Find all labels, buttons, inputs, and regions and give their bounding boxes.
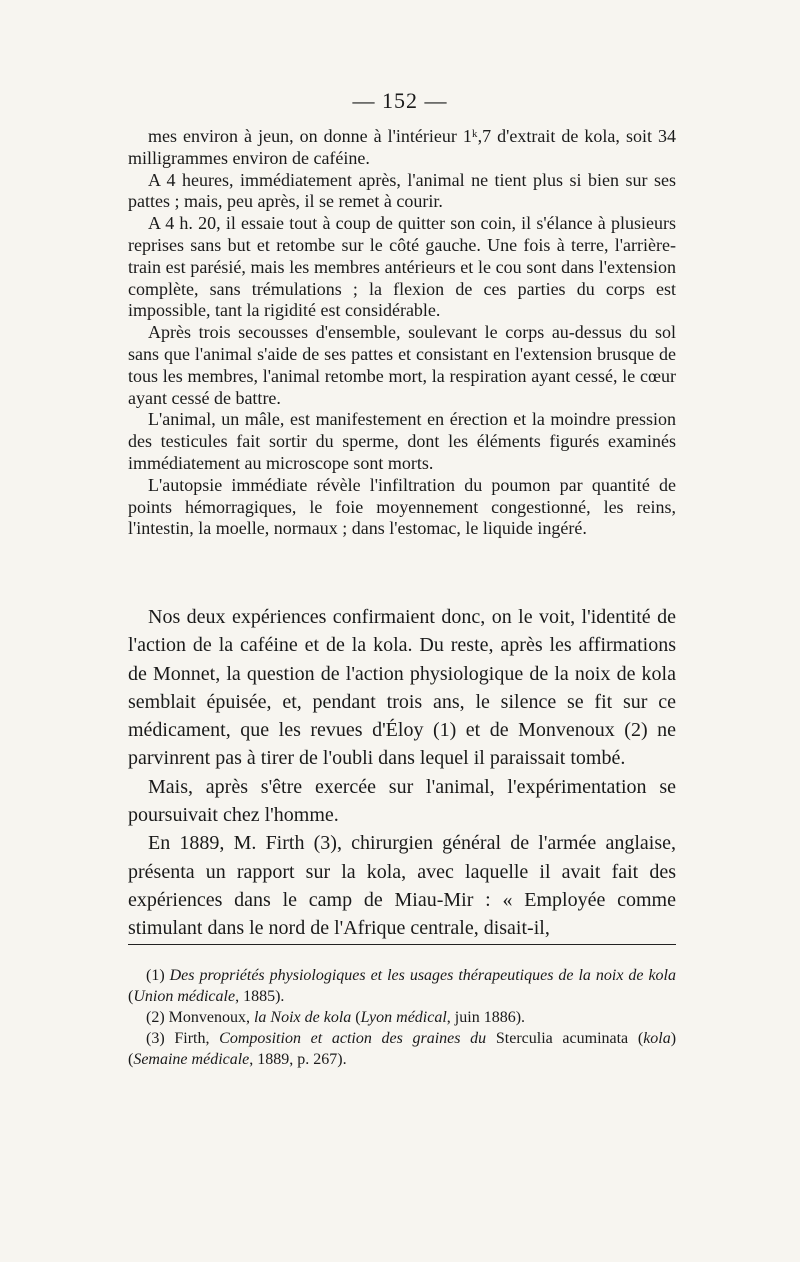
- paragraph: mes environ à jeun, on donne à l'intérieur 1ᵏ,7 d'extrait de kola, soit 34 milligrammes environ de caféine.: [128, 126, 676, 168]
- paragraph: Après trois secousses d'ensemble, soulevant le corps au-dessus du sol sans que l'animal s'aide de ses pattes et consistant en l'extension brusque de tous les membres, l'animal retombe mort, la respiration ayant cessé, le cœur ayant cessé de battre.: [128, 322, 676, 408]
- footnote-3: (3) Firth, Composition et action des graines du Sterculia acuminata (kola) (Semaine médicale, 1889, p. 267).: [128, 1030, 677, 1068]
- footnote-number: (3): [146, 1030, 165, 1047]
- paragraph: L'autopsie immédiate révèle l'infiltration du poumon par quantité de points hémorragiques, le foie moyennement congestionné, les reins, l'intestin, la moelle, normaux ; dans l'estomac, le liquide ingéré.: [128, 474, 676, 539]
- footnote-rest: , juin 1886).: [446, 1009, 526, 1026]
- experiment-description: [128, 126, 676, 540]
- footnote-source: Semaine médicale: [133, 1051, 250, 1068]
- footnote-author: Firth,: [174, 1030, 210, 1047]
- footnote-2: (2) Monvenoux, la Noix de kola (Lyon médical, juin 1886).: [146, 1009, 526, 1026]
- footnote-number: (2): [146, 1009, 165, 1026]
- paragraph: A 4 heures, immédiatement après, l'animal ne tient plus si bien sur ses pattes ; mais, peu après, il se remet à courir.: [128, 169, 676, 212]
- footnotes: [128, 965, 676, 1070]
- paragraph: L'animal, un mâle, est manifestement en érection et la moindre pression des testicules fait sortir du sperme, dont les éléments figurés examinés immédiatement au microscope sont morts.: [128, 409, 676, 473]
- footnote-plain: Sterculia acuminata: [495, 1030, 629, 1047]
- footnote-title: Composition et action des graines du: [219, 1030, 487, 1047]
- footnote-paren: kola: [643, 1030, 671, 1047]
- paragraph: Mais, après s'être exercée sur l'animal, l'expérimentation se poursuivait chez l'homme.: [128, 775, 676, 827]
- page-number: — 152 —: [352, 88, 448, 113]
- footnote-number: (1): [146, 967, 165, 984]
- footnote-rest: , 1889, p. 267).: [249, 1051, 347, 1068]
- footnote-rest: , 1885).: [235, 988, 285, 1005]
- footnote-title: Des propriétés physiologiques et les usages thérapeutiques de la noix de kola: [169, 967, 677, 984]
- footnote-divider: [128, 944, 676, 945]
- paragraph: Nos deux expériences confirmaient donc, on le voit, l'identité de l'action de la caféine et de la kola. Du reste, après les affirmations de Monnet, la question de l'action physiologique de la noix de kola semblait épuisée, et, pendant trois ans, le silence se fit sur ce médicament, que les revues d'Éloy (1) et de Monvenoux (2) ne parvinrent pas à tirer de l'oubli dans lequel il paraissait tombé.: [128, 606, 676, 770]
- footnote-1: (1) Des propriétés physiologiques et les usages thérapeutiques de la noix de kola (Union médicale, 1885).: [128, 967, 677, 1005]
- footnote-author: Monvenoux,: [168, 1009, 250, 1026]
- main-text: [128, 603, 676, 943]
- paragraph: A 4 h. 20, il essaie tout à coup de quitter son coin, il s'élance à plusieurs reprises sans but et retombe sur le côté gauche. Une fois à terre, l'arrière-train est parésié, mais les membres antérieurs et le cou sont dans l'extension complète, sans trémulations ; la flexion de ces parties du corps est impossible, tant la rigidité est considérable.: [128, 213, 676, 321]
- footnote-title: la Noix de kola: [253, 1009, 352, 1026]
- footnote-source: Union médicale: [133, 988, 236, 1005]
- paragraph: En 1889, M. Firth (3), chirurgien général de l'armée anglaise, présenta un rapport sur la kola, avec laquelle il avait fait des expériences dans le camp de Miau-Mir : « Employée comme stimulant dans le nord de l'Afrique centrale, disait-il,: [128, 832, 676, 940]
- footnote-source: Lyon médical: [360, 1009, 447, 1026]
